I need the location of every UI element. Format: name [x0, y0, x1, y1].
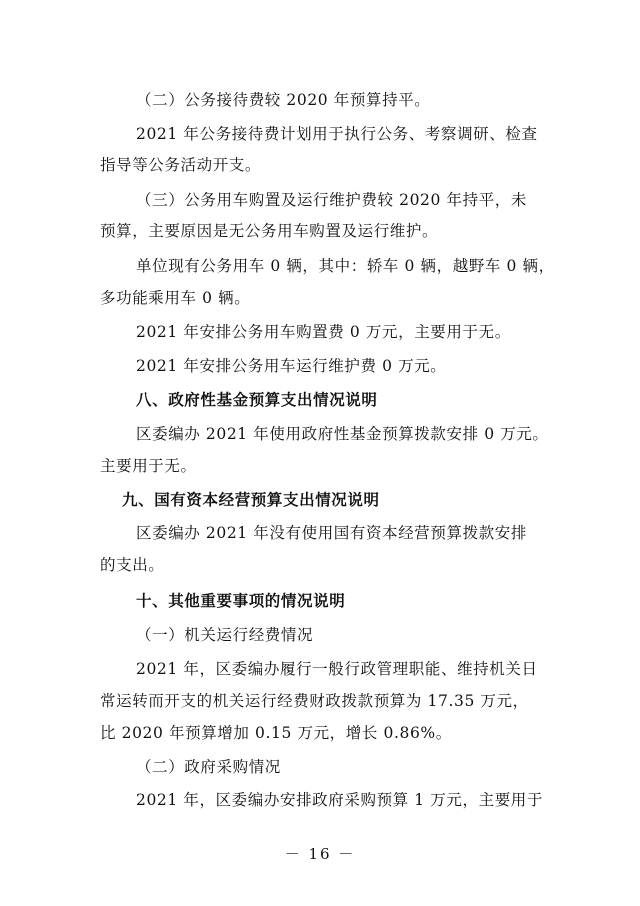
page-number: － 16 －: [284, 845, 356, 863]
paragraph-line: 2021 年，区委编办履行一般行政管理职能、维持机关日: [136, 660, 538, 678]
paragraph-line: （二）政府采购情况: [136, 758, 281, 776]
paragraph-line: 多功能乘用车 0 辆。: [100, 289, 251, 307]
paragraph-line: 的支出。: [100, 556, 165, 574]
paragraph-line: （三）公务用车购置及运行维护费较 2020 年持平，未: [136, 191, 528, 209]
paragraph-line: 比 2020 年预算增加 0.15 万元，增长 0.86%。: [100, 724, 452, 742]
section-heading: 八、政府性基金预算支出情况说明: [136, 391, 378, 409]
paragraph-line: 区委编办 2021 年没有使用国有资本经营预算拨款安排: [136, 524, 528, 542]
paragraph-line: 主要用于无。: [100, 457, 197, 475]
paragraph-line: 2021 年安排公务用车运行维护费 0 万元。: [136, 357, 447, 375]
paragraph-line: 区委编办 2021 年使用政府性基金预算拨款安排 0 万元。: [136, 425, 549, 443]
paragraph-line: 单位现有公务用车 0 辆，其中：轿车 0 辆，越野车 0 辆，: [136, 257, 555, 275]
section-heading: 十、其他重要事项的情况说明: [136, 592, 346, 610]
paragraph-line: （二）公务接待费较 2020 年预算持平。: [136, 91, 431, 109]
paragraph-line: 2021 年公务接待费计划用于执行公务、考察调研、检查: [136, 125, 538, 143]
section-heading: 九、国有资本经营预算支出情况说明: [122, 491, 380, 509]
paragraph-line: 常运转而开支的机关运行经费财政拨款预算为 17.35 万元，: [100, 692, 529, 710]
paragraph-line: 2021 年，区委编办安排政府采购预算 1 万元，主要用于: [136, 791, 543, 809]
paragraph-line: 2021 年安排公务用车购置费 0 万元，主要用于无。: [136, 323, 511, 341]
paragraph-line: （一）机关运行经费情况: [136, 626, 314, 644]
paragraph-line: 指导等公务活动开支。: [100, 156, 262, 174]
paragraph-line: 预算，主要原因是无公务用车购置及运行维护。: [100, 222, 439, 240]
